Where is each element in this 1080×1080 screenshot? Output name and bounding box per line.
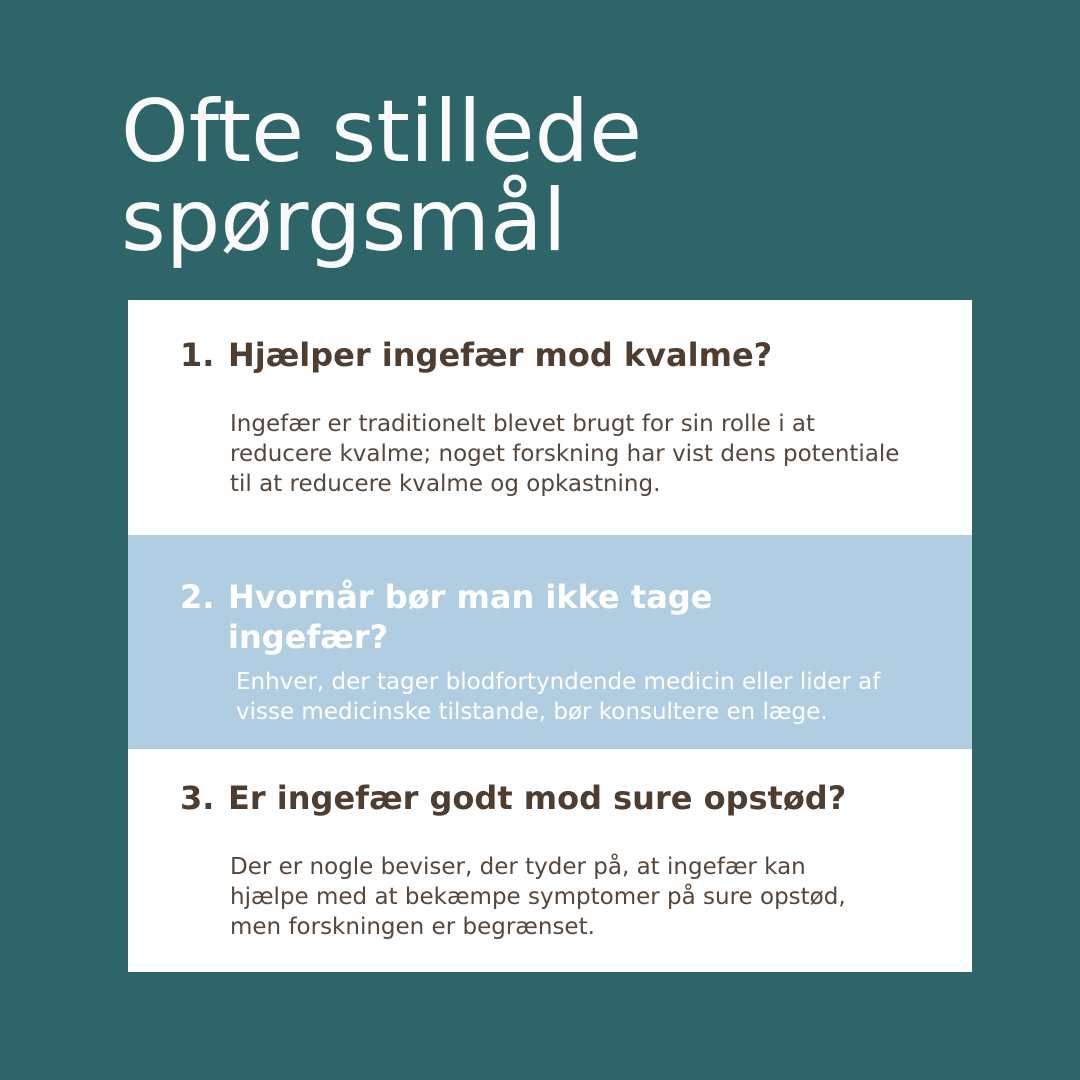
page-title-line2: spørgsmål xyxy=(121,171,567,272)
faq-card xyxy=(128,300,972,972)
faq-item-content xyxy=(228,778,916,972)
faq-item-number: 3. xyxy=(180,779,215,817)
faq-question: Hjælper ingefær mod kvalme? xyxy=(228,336,773,374)
faq-question: Er ingefær godt mod sure opstød? xyxy=(228,779,847,817)
faq-item-content xyxy=(228,577,916,749)
faq-item-content xyxy=(228,335,916,535)
page-title xyxy=(121,82,643,272)
page-title-line1: Ofte stillede xyxy=(121,82,643,182)
faq-answer: Der er nogle beviser, der tyder på, at ingefær kan hjælpe med at bekæmpe symptomer på sure opstød, men forskningen er begrænset. xyxy=(230,854,846,940)
faq-item-2 xyxy=(128,535,972,749)
faq-answer: Ingefær er traditionelt blevet brugt for sin rolle i at reducere kvalme; noget forskning har vist dens potentiale til at reducere kvalme og opkastning. xyxy=(230,411,900,497)
faq-item-1 xyxy=(128,300,972,535)
faq-item-3 xyxy=(128,749,972,972)
faq-item-number: 2. xyxy=(180,578,215,616)
faq-question: Hvornår bør man ikke tage ingefær? xyxy=(228,578,713,656)
faq-item-number: 1. xyxy=(180,336,215,374)
faq-answer: Enhver, der tager blodfortyndende medicin eller lider af visse medicinske tilstande, bør konsultere en læge. xyxy=(236,669,881,725)
